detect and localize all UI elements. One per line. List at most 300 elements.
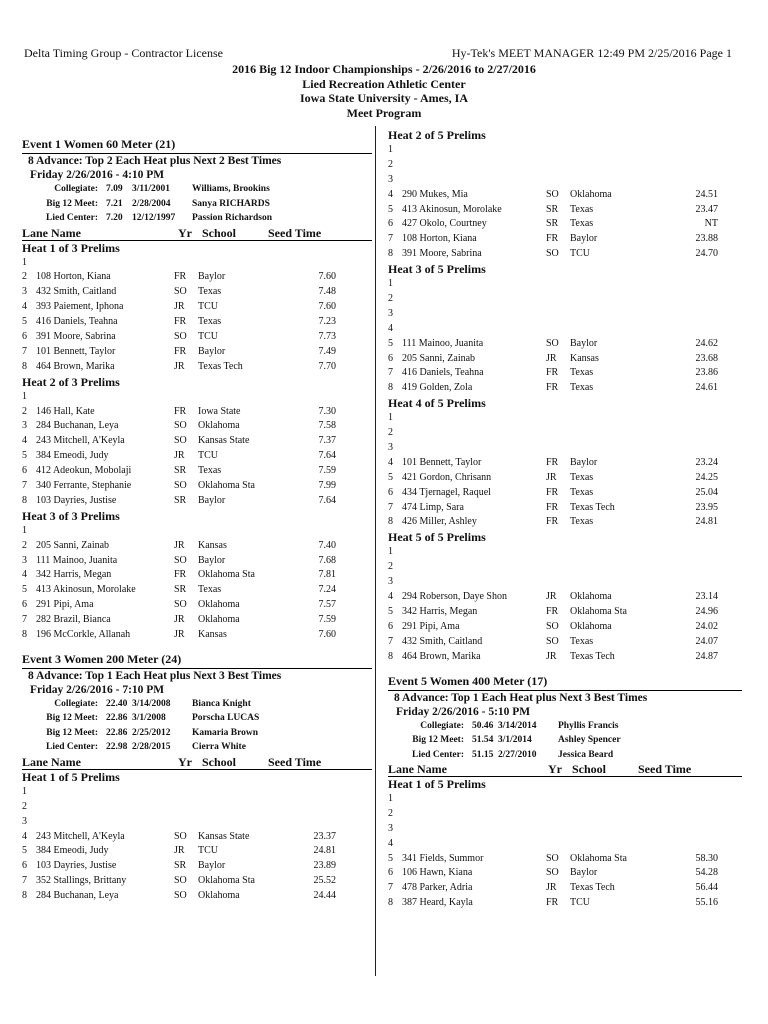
record-row (388, 719, 742, 734)
athlete-school: Oklahoma (570, 620, 612, 632)
seed-time: 24.87 (695, 650, 718, 662)
seed-time: 7.49 (318, 345, 336, 357)
athlete-school (570, 792, 662, 807)
athlete-name: 478 Parker, Adria (402, 882, 473, 894)
lane-row (388, 575, 742, 590)
lane-row (388, 292, 742, 307)
athlete-name: 432 Smith, Caitland (402, 635, 483, 647)
lane-number: 5 (22, 450, 27, 462)
athlete-name: 243 Mitchell, A'Keyla (36, 435, 125, 447)
athlete-year (546, 560, 570, 575)
seed-time: 56.44 (695, 882, 718, 894)
lane-row (22, 315, 372, 330)
column-header-lane-name (22, 755, 178, 769)
athlete-school: Baylor (570, 233, 598, 245)
athlete-year (546, 307, 570, 322)
athlete-school (570, 307, 662, 322)
athlete-school: Texas (198, 584, 222, 596)
seed-time: 23.86 (695, 367, 718, 379)
athlete-year (546, 545, 570, 560)
record-date: 3/1/2014 (498, 735, 532, 745)
athlete-name: 101 Bennett, Taylor (36, 345, 116, 357)
lane-row (388, 366, 742, 381)
lane-row (388, 515, 742, 530)
lane-row (388, 605, 742, 620)
seed-time (662, 575, 718, 590)
seed-time: 23.95 (695, 501, 718, 513)
lane-row (388, 203, 742, 218)
athlete-school: Texas Tech (570, 650, 615, 662)
athlete-name: 290 Mukes, Mia (402, 188, 468, 200)
record-date: 2/28/2015 (132, 742, 171, 753)
athlete-year: SO (174, 554, 187, 566)
license-text: Delta Timing Group - Contractor License (24, 46, 223, 60)
athlete-year: FR (546, 233, 559, 245)
athlete-year (174, 524, 198, 539)
athlete-name (402, 292, 546, 307)
lane-number: 7 (22, 479, 27, 491)
heat-title: Heat 4 of 5 Prelims (388, 396, 486, 411)
athlete-school: Oklahoma (198, 614, 240, 626)
lane-number: 8 (388, 650, 393, 662)
athlete-name: 352 Stallings, Brittany (36, 875, 127, 887)
athlete-year (546, 322, 570, 337)
record-row (388, 733, 742, 748)
lane-row (388, 650, 742, 665)
athlete-school (570, 575, 662, 590)
athlete-school (570, 277, 662, 292)
record-label: Collegiate: (54, 698, 98, 709)
lane-number: 1 (388, 793, 393, 804)
athlete-school: TCU (198, 330, 218, 342)
lane-row (22, 464, 372, 479)
athlete-school: Texas Tech (570, 501, 615, 513)
seed-time (662, 277, 718, 292)
seed-time: 7.81 (318, 569, 336, 581)
column-header (22, 755, 372, 770)
lane-number: 3 (22, 420, 27, 432)
athlete-year: SR (174, 584, 187, 596)
lane-number: 2 (22, 539, 27, 551)
athlete-year (174, 785, 198, 800)
seed-time: 24.81 (695, 516, 718, 528)
lane-number: 3 (388, 173, 393, 185)
lane-row (388, 426, 742, 441)
athlete-name (402, 545, 546, 560)
record-mark: 22.86 (106, 713, 128, 724)
athlete-school (198, 390, 286, 405)
lane-number: 6 (388, 867, 393, 879)
athlete-school (570, 441, 662, 456)
athlete-name: 393 Paiement, Iphona (36, 301, 124, 313)
heat-title: Heat 5 of 5 Prelims (388, 530, 486, 545)
lane-number: 3 (22, 554, 27, 566)
record-label: Collegiate: (420, 720, 464, 731)
advance-rule: 8 Advance: Top 1 Each Heat plus Next 3 Best Times (388, 690, 742, 705)
lane-number: 4 (388, 322, 393, 334)
heat-title: Heat 1 of 3 Prelims (22, 240, 120, 255)
athlete-school: Texas (198, 316, 222, 328)
athlete-name: 387 Heard, Kayla (402, 897, 473, 909)
lane-number: 6 (22, 465, 27, 477)
athlete-name: 108 Horton, Kiana (402, 233, 477, 245)
athlete-year: SO (174, 830, 187, 842)
seed-time: 24.51 (695, 188, 718, 200)
athlete-year: JR (174, 845, 185, 857)
athlete-school: Baylor (198, 554, 226, 566)
lane-row (22, 613, 372, 628)
lane-row (22, 360, 372, 375)
athlete-name (402, 322, 546, 337)
seed-time: 7.60 (318, 271, 336, 283)
record-mark: 50.46 (472, 720, 494, 731)
athlete-school: Texas (570, 471, 594, 483)
lane-row (22, 479, 372, 494)
seed-time (662, 560, 718, 575)
lane-number: 5 (22, 845, 27, 857)
athlete-year (546, 792, 570, 807)
athlete-year: SR (174, 860, 187, 872)
lane-row (388, 322, 742, 337)
column-header-lane-name (388, 762, 548, 776)
athlete-school: Kansas State (198, 435, 250, 447)
athlete-year: FR (546, 501, 559, 513)
seed-time (286, 800, 336, 815)
lane-row (22, 390, 372, 405)
athlete-name (402, 426, 546, 441)
lane-number: 1 (388, 278, 393, 290)
seed-time: 7.30 (318, 405, 336, 417)
event-block (22, 651, 372, 904)
athlete-year: JR (546, 882, 557, 894)
athlete-school (570, 173, 662, 188)
lane-number: 3 (22, 286, 27, 298)
athlete-year: SR (174, 465, 187, 477)
lane-row (388, 545, 742, 560)
lane-row (22, 844, 372, 859)
athlete-school (570, 158, 662, 173)
record-date: 2/27/2010 (498, 749, 537, 760)
record-row (22, 711, 372, 726)
athlete-name: 342 Harris, Megan (402, 605, 478, 617)
athlete-name (402, 792, 546, 807)
athlete-name: 103 Dayries, Justise (36, 860, 117, 872)
lane-row (388, 381, 742, 396)
record-row (22, 211, 372, 226)
lane-row (388, 837, 742, 852)
seed-time: 55.16 (695, 897, 718, 909)
record-holder: Sanya RICHARDS (192, 198, 270, 209)
athlete-year: JR (174, 628, 185, 640)
lane-number: 5 (388, 852, 393, 864)
athlete-year: FR (546, 605, 559, 617)
athlete-school: Texas (198, 286, 222, 298)
program-title: Meet Program (346, 105, 422, 120)
athlete-year (546, 575, 570, 590)
lane-number: 2 (22, 800, 27, 812)
event-title: Event 3 Women 200 Meter (24) (22, 651, 182, 666)
lane-row (388, 456, 742, 471)
athlete-year: FR (174, 569, 187, 581)
athlete-school (570, 426, 662, 441)
athlete-school (570, 822, 662, 837)
record-row (22, 697, 372, 712)
athlete-year (546, 158, 570, 173)
record-holder: Cierra White (192, 742, 246, 753)
record-date: 12/12/1997 (132, 213, 176, 223)
event-title: Event 5 Women 400 Meter (17) (388, 673, 548, 688)
seed-time: 24.70 (695, 248, 718, 260)
athlete-school (570, 560, 662, 575)
athlete-year: SO (174, 435, 187, 447)
col-seed-label: Seed Time (268, 754, 322, 769)
athlete-name (402, 807, 546, 822)
athlete-year: SR (174, 494, 187, 506)
athlete-school: Oklahoma (570, 591, 612, 603)
athlete-name (402, 173, 546, 188)
seed-time (662, 807, 718, 822)
lane-number: 7 (22, 345, 27, 357)
lane-number: 7 (22, 614, 27, 626)
athlete-name: 106 Hawn, Kiana (402, 867, 473, 879)
record-holder: Passion Richardson (192, 213, 272, 223)
athlete-school (570, 411, 662, 426)
record-mark: 7.20 (106, 213, 123, 223)
lane-number: 8 (388, 382, 393, 394)
lane-row (22, 628, 372, 643)
lane-row (388, 896, 742, 911)
lane-number: 4 (22, 435, 27, 447)
lane-number: 8 (22, 494, 27, 506)
heat-title: Heat 1 of 5 Prelims (22, 769, 120, 784)
lane-row (22, 285, 372, 300)
athlete-name: 427 Okolo, Courtney (402, 218, 487, 230)
seed-time: 7.68 (318, 554, 336, 566)
record-mark: 51.15 (472, 749, 494, 760)
seed-time: NT (704, 218, 718, 230)
record-row (388, 748, 742, 763)
athlete-name: 103 Dayries, Justise (36, 494, 117, 506)
lane-number: 3 (22, 815, 27, 827)
lane-number: 5 (388, 471, 393, 483)
athlete-school: Oklahoma Sta (570, 852, 627, 864)
seed-time (286, 815, 336, 830)
athlete-name: 146 Hall, Kate (36, 405, 95, 417)
lane-row (388, 590, 742, 605)
athlete-year: FR (174, 405, 187, 417)
lane-number: 8 (388, 516, 393, 528)
seed-time: 24.61 (695, 382, 718, 394)
athlete-name: 384 Emeodi, Judy (36, 845, 109, 857)
lane-number: 1 (388, 144, 393, 155)
record-holder: Williams, Brookins (192, 184, 270, 194)
seed-time: 7.58 (318, 420, 336, 432)
seed-time: 24.25 (695, 471, 718, 483)
lane-row (22, 598, 372, 613)
lane-row (22, 539, 372, 554)
athlete-name: 243 Mitchell, A'Keyla (36, 830, 125, 842)
col-name-label: Name (51, 754, 82, 769)
seed-time (662, 307, 718, 322)
athlete-year: FR (174, 345, 187, 357)
athlete-school (198, 785, 286, 800)
seed-time: 58.30 (695, 852, 718, 864)
athlete-year: FR (174, 316, 187, 328)
athlete-school: Kansas (570, 352, 599, 364)
athlete-school: Texas (570, 203, 594, 215)
lane-row (388, 143, 742, 158)
lane-row (388, 822, 742, 837)
athlete-name: 416 Daniels, Teahna (402, 367, 484, 379)
athlete-year: SO (174, 479, 187, 491)
lane-row (22, 524, 372, 539)
athlete-school: TCU (570, 897, 590, 909)
record-label: Lied Center: (46, 213, 98, 223)
software-timestamp: Hy-Tek's MEET MANAGER 12:49 PM 2/25/2016 Page 1 (451, 46, 732, 60)
lane-row (22, 256, 372, 271)
col-seed-label: Seed Time (638, 762, 692, 776)
lane-number: 8 (388, 897, 393, 909)
seed-time: 23.24 (695, 456, 718, 468)
lane-row (388, 635, 742, 650)
athlete-name: 291 Pipi, Ama (36, 599, 94, 611)
col-yr-label: Yr (178, 754, 192, 769)
record-row (22, 182, 372, 197)
athlete-year: JR (546, 352, 557, 364)
seed-time (662, 322, 718, 337)
athlete-year (546, 807, 570, 822)
athlete-name: 391 Moore, Sabrina (402, 248, 482, 260)
record-date: 3/11/2001 (132, 184, 171, 194)
athlete-name (402, 307, 546, 322)
record-mark: 22.98 (106, 742, 128, 753)
lane-number: 1 (22, 256, 27, 268)
lane-row (388, 560, 742, 575)
athlete-name (402, 837, 546, 852)
athlete-name: 474 Limp, Sara (402, 501, 464, 513)
athlete-year (546, 277, 570, 292)
athlete-name: 196 McCorkle, Allanah (36, 628, 131, 640)
record-holder: Kamaria Brown (192, 727, 259, 738)
lane-number: 2 (388, 807, 393, 819)
athlete-year: SO (174, 420, 187, 432)
col-name-label: Name (417, 762, 448, 776)
seed-time: 7.60 (318, 301, 336, 313)
seed-time: 7.59 (318, 614, 336, 626)
record-date: 3/14/2008 (132, 698, 171, 709)
athlete-school (570, 545, 662, 560)
seed-time: 25.04 (695, 486, 718, 498)
athlete-name: 419 Golden, Zola (402, 382, 473, 394)
athlete-year: SO (174, 286, 187, 298)
lane-row (388, 232, 742, 247)
athlete-name: 464 Brown, Marika (402, 650, 481, 662)
lane-row (22, 405, 372, 420)
col-yr-label: Yr (178, 225, 192, 240)
athlete-school: Iowa State (198, 405, 241, 417)
lane-row (388, 501, 742, 516)
athlete-name (402, 158, 546, 173)
event-date: Friday 2/26/2016 - 5:10 PM (396, 705, 531, 718)
athlete-school: Baylor (198, 345, 226, 357)
athlete-school (570, 807, 662, 822)
lane-number: 3 (388, 442, 393, 454)
lane-row (22, 874, 372, 889)
athlete-name: 205 Sanni, Zainab (36, 539, 110, 551)
advance-rule: 8 Advance: Top 1 Each Heat plus Next 3 Best Times (22, 668, 372, 683)
record-label: Collegiate: (54, 184, 98, 194)
lane-row (22, 568, 372, 583)
lane-row (22, 785, 372, 800)
lane-row (388, 411, 742, 426)
lane-number: 1 (22, 524, 27, 536)
seed-time: 23.68 (695, 352, 718, 364)
athlete-name: 432 Smith, Caitland (36, 286, 117, 298)
athlete-school: Oklahoma (198, 599, 240, 611)
lane-row (22, 859, 372, 874)
athlete-name (402, 441, 546, 456)
record-row (22, 726, 372, 741)
athlete-year: SR (546, 203, 559, 215)
lane-row (22, 583, 372, 598)
lane-number: 6 (22, 330, 27, 342)
athlete-year: JR (546, 591, 557, 603)
seed-time: 7.24 (318, 584, 336, 596)
seed-time (662, 837, 718, 852)
athlete-year: FR (546, 516, 559, 528)
athlete-name (402, 822, 546, 837)
right-column (388, 128, 742, 911)
athlete-name (36, 256, 174, 271)
lane-number: 2 (388, 158, 393, 170)
lane-row (22, 800, 372, 815)
lane-row (388, 352, 742, 367)
lane-number: 5 (388, 337, 393, 349)
seed-time: 7.59 (318, 465, 336, 477)
lane-number: 7 (388, 501, 393, 513)
athlete-school: Oklahoma Sta (198, 569, 255, 581)
col-lane-label: Lane (22, 754, 49, 769)
seed-time: 24.96 (695, 605, 718, 617)
lane-number: 4 (388, 188, 393, 200)
lane-number: 2 (22, 405, 27, 417)
athlete-school: Oklahoma Sta (198, 479, 255, 491)
athlete-school: TCU (570, 248, 590, 260)
athlete-school (198, 815, 286, 830)
athlete-year: JR (546, 471, 557, 483)
lane-number: 6 (388, 352, 393, 364)
col-lane-label: Lane (388, 762, 415, 776)
athlete-school: TCU (198, 845, 218, 857)
athlete-year: FR (546, 897, 559, 909)
seed-time (662, 426, 718, 441)
athlete-school (198, 256, 286, 271)
seed-time: 7.99 (318, 479, 336, 491)
athlete-year: JR (174, 614, 185, 626)
seed-time: 24.02 (695, 620, 718, 632)
athlete-name: 342 Harris, Megan (36, 569, 112, 581)
athlete-name (402, 575, 546, 590)
column-header-lane-name (22, 226, 178, 240)
athlete-name (402, 411, 546, 426)
lane-number: 8 (388, 248, 393, 260)
col-name-label: Name (51, 225, 82, 240)
record-label: Big 12 Meet: (46, 713, 98, 724)
athlete-school: Oklahoma (198, 420, 240, 432)
athlete-year: SO (174, 599, 187, 611)
athlete-name: 284 Buchanan, Leya (36, 890, 119, 902)
seed-time: 23.47 (695, 203, 718, 215)
